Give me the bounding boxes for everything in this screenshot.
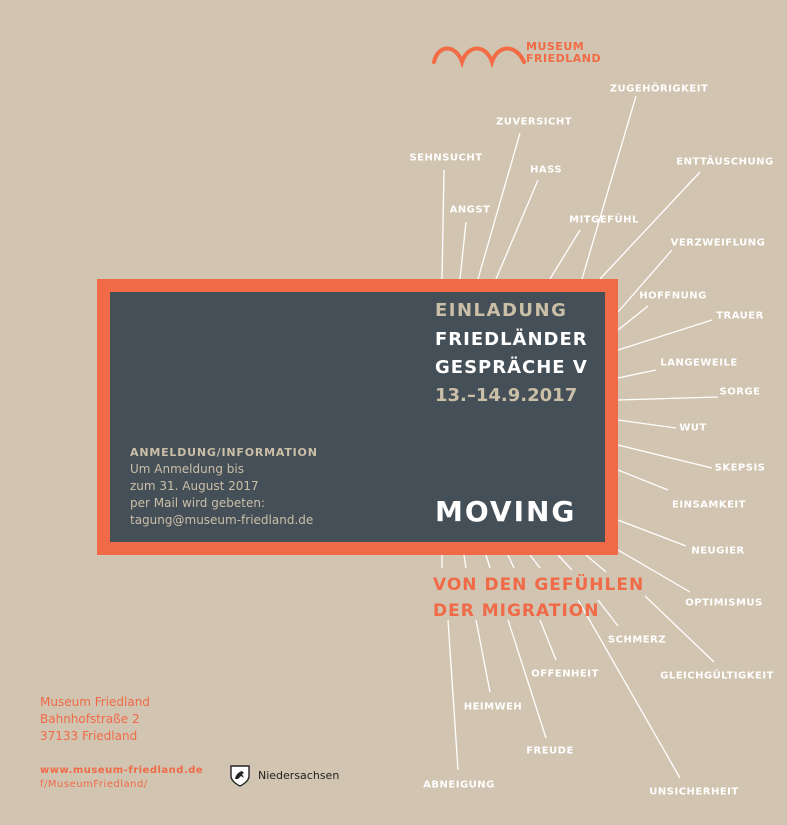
emotion-angst: ANGST xyxy=(449,204,491,216)
registration-line: per Mail wird gebeten: xyxy=(130,496,265,510)
emotion-einsamkeit: EINSAMKEIT xyxy=(672,499,746,511)
emotion-zuversicht: ZUVERSICHT xyxy=(495,116,573,128)
ray-einsamkeit xyxy=(618,470,668,490)
ray-enttaeuschung xyxy=(600,172,700,279)
logo-line2: FRIEDLAND xyxy=(526,52,602,65)
ray-hoffnung xyxy=(618,306,648,330)
event-title-line1: FRIEDLÄNDER xyxy=(435,329,588,350)
ray-verzweiflung xyxy=(618,250,672,312)
ray-abneigung xyxy=(448,620,458,770)
sponsor-name: Niedersachsen xyxy=(258,769,340,782)
emotion-optimismus: OPTIMISMUS xyxy=(685,597,763,609)
ray-skepsis xyxy=(618,445,712,468)
subtitle-line1: VON DEN GEFÜHLEN xyxy=(433,575,645,595)
ray-unsicherheit xyxy=(578,600,680,778)
ray-heimweh xyxy=(476,620,490,692)
emotion-verzweiflung: VERZWEIFLUNG xyxy=(670,237,766,249)
logo-line1: MUSEUM xyxy=(526,40,585,53)
ray-bottom-6 xyxy=(558,555,572,570)
address-street: Bahnhofstraße 2 xyxy=(40,712,140,726)
ray-bottom-2 xyxy=(464,555,466,568)
emotion-hoffnung: HOFFNUNG xyxy=(639,290,707,302)
ray-sorge xyxy=(618,397,718,400)
emotion-skepsis: SKEPSIS xyxy=(714,462,766,474)
emotion-zugehoerigkeit: ZUGEHÖRIGKEIT xyxy=(609,83,709,95)
address-name: Museum Friedland xyxy=(40,695,150,709)
emotion-heimweh: HEIMWEH xyxy=(463,701,523,713)
registration-email[interactable]: tagung@museum-friedland.de xyxy=(130,513,314,527)
emotion-abneigung: ABNEIGUNG xyxy=(423,779,495,791)
ray-zugehoerigkeit xyxy=(582,96,636,279)
emotion-hass: HASS xyxy=(529,164,563,176)
museum-logo-text xyxy=(526,41,601,65)
ray-wut xyxy=(618,420,676,428)
ray-mitgefuehl xyxy=(550,230,580,279)
emotion-sorge: SORGE xyxy=(719,386,761,398)
niedersachsen-crest-icon xyxy=(229,764,251,788)
ray-offenheit xyxy=(540,620,556,660)
emotion-gleichgueltigkeit: GLEICHGÜLTIGKEIT xyxy=(660,670,774,682)
emotion-neugier: NEUGIER xyxy=(691,545,745,557)
emotion-schmerz: SCHMERZ xyxy=(607,634,667,646)
emotion-offenheit: OFFENHEIT xyxy=(531,668,599,680)
registration-line: zum 31. August 2017 xyxy=(130,479,259,493)
emotion-enttaeuschung: ENTTÄUSCHUNG xyxy=(676,156,774,168)
headline-moving: MOVING xyxy=(435,495,577,528)
emotion-trauer: TRAUER xyxy=(716,310,764,322)
emotion-langeweile: LANGEWEILE xyxy=(660,357,738,369)
ray-bottom-3 xyxy=(486,555,490,568)
registration-line: Um Anmeldung bis xyxy=(130,462,244,476)
ray-bottom-4 xyxy=(508,555,514,568)
ray-schmerz xyxy=(598,600,618,626)
emotion-unsicherheit: UNSICHERHEIT xyxy=(649,786,739,798)
subtitle-line2: DER MIGRATION xyxy=(433,601,600,621)
ray-bottom-7 xyxy=(586,555,606,572)
ray-langeweile xyxy=(618,370,656,378)
ray-bottom-5 xyxy=(530,555,540,568)
facebook-link[interactable]: f/MuseumFriedland/ xyxy=(40,779,148,790)
ray-trauer xyxy=(618,320,712,350)
ray-angst xyxy=(460,222,466,279)
address-city: 37133 Friedland xyxy=(40,729,138,743)
emotion-wut: WUT xyxy=(679,422,707,434)
ray-sehnsucht xyxy=(442,170,444,279)
emotion-freude: FREUDE xyxy=(526,745,574,757)
einladung-label: EINLADUNG xyxy=(435,300,568,321)
emotion-mitgefuehl: MITGEFÜHL xyxy=(569,214,639,226)
event-date: 13.–14.9.2017 xyxy=(435,385,578,406)
ray-neugier xyxy=(618,520,686,546)
emotion-sehnsucht: SEHNSUCHT xyxy=(409,152,483,164)
event-title-line2: GESPRÄCHE V xyxy=(435,357,588,378)
website-link[interactable]: www.museum-friedland.de xyxy=(40,765,204,776)
registration-heading: ANMELDUNG/INFORMATION xyxy=(130,446,318,459)
